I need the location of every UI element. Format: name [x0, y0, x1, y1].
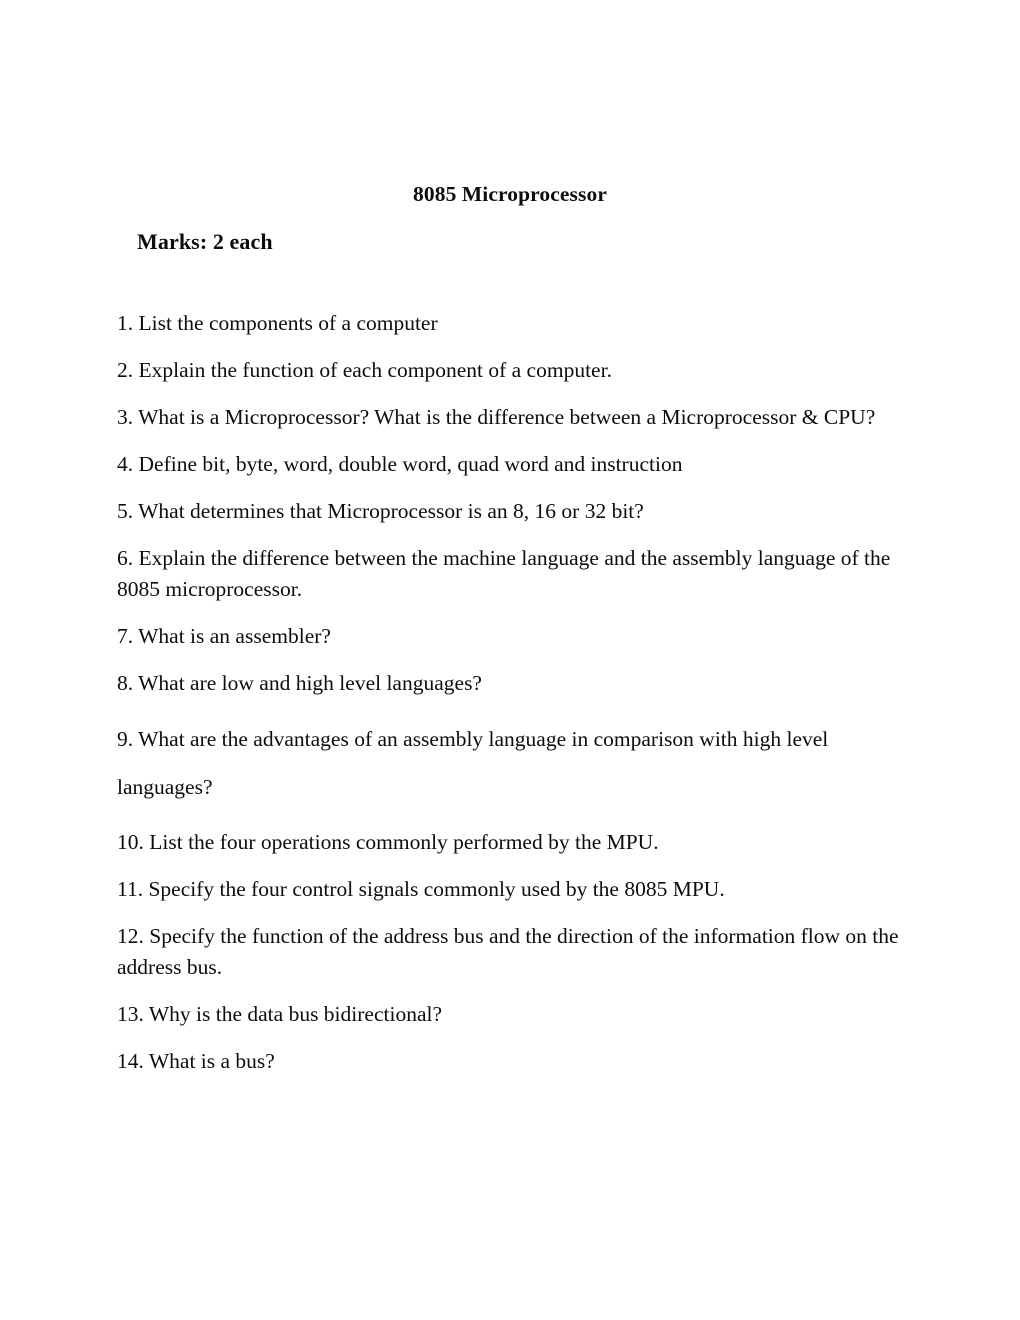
question-item: 10. List the four operations commonly performed by the MPU.: [117, 830, 659, 854]
question-item: 6. Explain the difference between the machine language and the assembly language of the 8085 microprocessor.: [117, 546, 891, 601]
question-item: 3. What is a Microprocessor? What is the difference between a Microprocessor & CPU?: [117, 405, 876, 429]
page-title: 8085 Microprocessor: [413, 182, 607, 206]
question-item: 9. What are the advantages of an assembly language in comparison with high level languages?: [117, 727, 829, 799]
document-body: [117, 180, 907, 1077]
question-item: 2. Explain the function of each component of a computer.: [117, 358, 612, 382]
question-item: 4. Define bit, byte, word, double word, quad word and instruction: [117, 452, 683, 476]
question-item: 14. What is a bus?: [117, 1049, 275, 1073]
question-item: 13. Why is the data bus bidirectional?: [117, 1002, 443, 1026]
question-item: 7. What is an assembler?: [117, 624, 331, 648]
question-item: 5. What determines that Microprocessor is an 8, 16 or 32 bit?: [117, 499, 644, 523]
question-list: [117, 308, 907, 1077]
question-item: 12. Specify the function of the address bus and the direction of the information flow on the address bus.: [117, 924, 899, 979]
question-item: 1. List the components of a computer: [117, 311, 438, 335]
question-item: 8. What are low and high level languages?: [117, 671, 482, 695]
question-item: 11. Specify the four control signals commonly used by the 8085 MPU.: [117, 877, 725, 901]
marks-note: Marks: 2 each: [137, 229, 273, 254]
